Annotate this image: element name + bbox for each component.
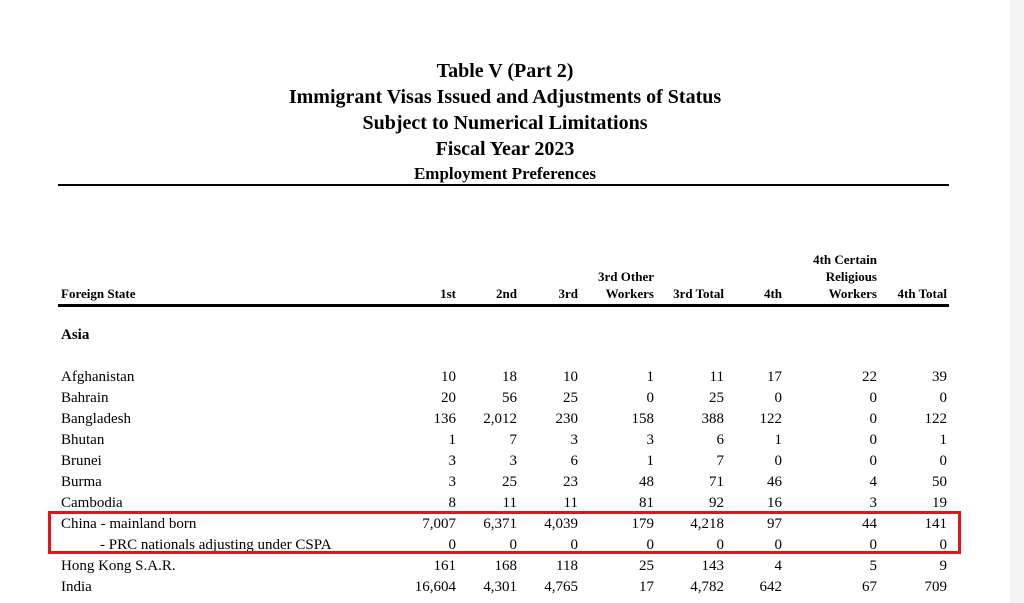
table-cell: 25	[639, 558, 654, 574]
table-cell: 4	[869, 474, 877, 490]
table-row	[0, 495, 1024, 516]
table-cell: 388	[701, 411, 724, 427]
header-3rd-other-line1: 3rd Other	[598, 269, 654, 284]
table-cell: 67	[862, 579, 877, 595]
table-cell: 1	[646, 369, 654, 385]
row-label: Afghanistan	[61, 369, 135, 385]
table-cell: 22	[862, 369, 877, 385]
header-3rd-other-line2: Workers	[605, 286, 654, 301]
header-3rd: 3rd	[558, 286, 578, 301]
row-label: India	[61, 579, 92, 595]
table-row	[0, 537, 1024, 558]
table-row	[0, 558, 1024, 579]
header-4th-religious-line3: Workers	[828, 286, 877, 301]
table-cell: 97	[767, 516, 782, 532]
table-cell: 7	[716, 453, 724, 469]
table-subtitle: Immigrant Visas Issued and Adjustments of Status	[288, 86, 722, 108]
table-cell: 1	[646, 453, 654, 469]
table-cell: 6	[716, 432, 724, 448]
row-label: Bangladesh	[61, 411, 131, 427]
table-cell: 18	[502, 369, 517, 385]
header-1st: 1st	[440, 286, 456, 301]
header-4th-religious-workers	[813, 251, 877, 302]
header-4th: 4th	[763, 286, 782, 301]
category-title: Employment Preferences	[413, 164, 597, 183]
header-4th-religious-line2: Religious	[825, 269, 877, 284]
header-2nd: 2nd	[496, 286, 517, 301]
table-cell: 9	[939, 558, 947, 574]
table-cell: 19	[932, 495, 947, 511]
table-cell: 3	[646, 432, 654, 448]
table-cell: 1	[939, 432, 947, 448]
table-cell: 8	[448, 495, 456, 511]
table-cell: 7	[509, 432, 517, 448]
table-cell: 118	[556, 558, 578, 574]
table-row	[0, 474, 1024, 495]
row-label: Hong Kong S.A.R.	[61, 558, 176, 574]
table-cell: 4,301	[483, 579, 517, 595]
table-cell: 168	[494, 558, 517, 574]
table-cell: 0	[869, 390, 877, 406]
table-cell: 158	[631, 411, 654, 427]
table-cell: 3	[869, 495, 877, 511]
table-row	[0, 390, 1024, 411]
table-cell: 0	[509, 537, 517, 553]
row-label: Bhutan	[61, 432, 105, 448]
table-cell: 3	[570, 432, 578, 448]
table-cell: 44	[862, 516, 877, 532]
table-cell: 0	[448, 537, 456, 553]
table-cell: 0	[774, 453, 782, 469]
table-cell: 0	[869, 537, 877, 553]
table-cell: 25	[563, 390, 578, 406]
row-label: Brunei	[61, 453, 102, 469]
section-asia: Asia	[61, 327, 90, 343]
table-cell: 46	[767, 474, 782, 490]
table-cell: 230	[555, 411, 578, 427]
table-cell: 3	[448, 453, 456, 469]
title-rule	[58, 184, 949, 186]
table-cell: 0	[774, 390, 782, 406]
table-cell: 136	[433, 411, 456, 427]
table-cell: 39	[932, 369, 947, 385]
row-label: Bahrain	[61, 390, 109, 406]
table-cell: 48	[639, 474, 654, 490]
table-title: Table V (Part 2)	[436, 60, 574, 82]
table-cell: 0	[869, 432, 877, 448]
header-4th-religious-line1: 4th Certain	[813, 252, 877, 267]
table-cell: 23	[563, 474, 578, 490]
table-cell: 709	[924, 579, 947, 595]
table-cell: 11	[563, 495, 578, 511]
table-cell: 4,218	[690, 516, 724, 532]
table-cell: 16	[767, 495, 782, 511]
table-row	[0, 453, 1024, 474]
table-cell: 56	[502, 390, 517, 406]
table-cell: 0	[939, 537, 947, 553]
table-cell: 3	[448, 474, 456, 490]
row-label: China - mainland born	[61, 516, 197, 532]
table-cell: 122	[759, 411, 782, 427]
table-cell: 0	[646, 390, 654, 406]
table-cell: 179	[631, 516, 654, 532]
table-row	[0, 369, 1024, 390]
table-cell: 0	[939, 390, 947, 406]
table-cell: 1	[774, 432, 782, 448]
table-cell: 143	[701, 558, 724, 574]
table-cell: 25	[709, 390, 724, 406]
table-cell: 92	[709, 495, 724, 511]
table-subtitle-2: Subject to Numerical Limitations	[362, 112, 648, 134]
table-cell: 10	[441, 369, 456, 385]
table-cell: 50	[932, 474, 947, 490]
table-cell: 0	[869, 411, 877, 427]
table-cell: 25	[502, 474, 517, 490]
row-label: Burma	[61, 474, 102, 490]
table-row	[0, 516, 1024, 537]
table-cell: 0	[570, 537, 578, 553]
table-cell: 5	[869, 558, 877, 574]
row-label: - PRC nationals adjusting under CSPA	[100, 537, 332, 553]
table-cell: 141	[924, 516, 947, 532]
table-cell: 6	[570, 453, 578, 469]
table-cell: 17	[767, 369, 782, 385]
header-3rd-total: 3rd Total	[673, 286, 724, 301]
table-cell: 0	[774, 537, 782, 553]
table-cell: 0	[869, 453, 877, 469]
row-label: Cambodia	[61, 495, 123, 511]
table-cell: 81	[639, 495, 654, 511]
table-cell: 10	[563, 369, 578, 385]
table-cell: 4,782	[690, 579, 724, 595]
table-cell: 4,765	[544, 579, 578, 595]
header-foreign-state: Foreign State	[61, 286, 136, 301]
table-cell: 11	[709, 369, 724, 385]
table-cell: 642	[759, 579, 782, 595]
table-cell: 20	[441, 390, 456, 406]
table-cell: 16,604	[414, 579, 456, 595]
table-cell: 3	[509, 453, 517, 469]
table-row	[0, 579, 1024, 600]
table-cell: 0	[646, 537, 654, 553]
table-cell: 11	[502, 495, 517, 511]
table-cell: 4,039	[544, 516, 578, 532]
table-cell: 4	[774, 558, 782, 574]
header-4th-total: 4th Total	[897, 286, 947, 301]
scrollbar[interactable]	[1010, 0, 1024, 603]
table-cell: 6,371	[483, 516, 517, 532]
table-cell: 2,012	[483, 411, 517, 427]
fiscal-year: Fiscal Year 2023	[435, 138, 575, 160]
table-cell: 122	[924, 411, 947, 427]
table-cell: 17	[639, 579, 654, 595]
table-row	[0, 432, 1024, 453]
header-rule	[58, 304, 949, 307]
table-cell: 7,007	[422, 516, 456, 532]
table-cell: 0	[716, 537, 724, 553]
table-cell: 0	[939, 453, 947, 469]
table-cell: 71	[709, 474, 724, 490]
table-cell: 1	[448, 432, 456, 448]
header-3rd-other-workers	[598, 268, 654, 302]
table-cell: 161	[433, 558, 456, 574]
table-row	[0, 411, 1024, 432]
